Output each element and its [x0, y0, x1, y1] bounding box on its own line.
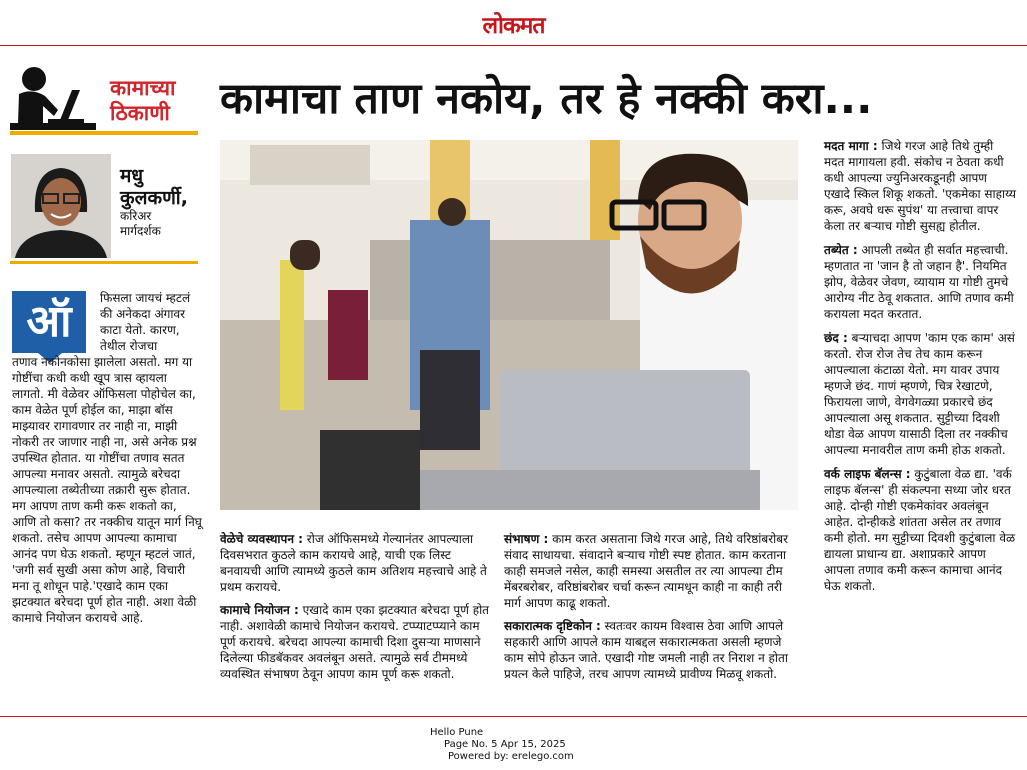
subhead: संभाषण :	[504, 532, 549, 546]
subhead: कामाचे नियोजन :	[220, 603, 299, 617]
edition-name: Hello Pune	[430, 727, 484, 738]
paragraph-communication	[504, 531, 794, 611]
paragraph-work-life-balance	[824, 466, 1016, 594]
drop-cap: ऑ	[12, 291, 86, 353]
bottom-divider	[0, 716, 1027, 717]
office-photo	[220, 140, 798, 510]
top-divider	[0, 45, 1027, 46]
masthead	[0, 0, 1027, 45]
paragraph-positive-attitude	[504, 618, 794, 682]
page-and-date: Page No. 5 Apr 15, 2025	[444, 739, 566, 750]
page-footer	[430, 727, 600, 763]
column-right	[824, 138, 1016, 602]
author-role-line2: मार्गदर्शक	[120, 224, 161, 238]
intro-text-side: फिसला जायचं म्हटलं की अनेकदा अंगावर काटा येतो. कारण, तेथील रोजचा	[100, 291, 191, 353]
person-at-laptop-icon	[10, 66, 96, 136]
paragraph-body: जिथे गरज आहे तिथे तुम्ही मदत मागायला हवी. संकोच न ठेवता कधी कधी आपल्या ज्युनिअरकडूनही आपण एखादे स्किल शिकू शकतो. 'एकमेका साहाय्य करू, अवघे धरू सुपंथ' या तत्त्वाचा वापर केला तर बऱ्याच गोष्टी सुसह्य होतील.	[824, 139, 1017, 233]
section-tag-line2: ठिकाणी	[110, 101, 170, 125]
subhead: छंद :	[824, 331, 848, 345]
paragraph-health	[824, 242, 1016, 322]
section-tag-underline	[10, 131, 198, 135]
subhead: मदत मागा :	[824, 139, 878, 153]
powered-by[interactable]: Powered by: erelego.com	[448, 751, 574, 762]
intro-text: तणाव नकोनकोसा झालेला असतो. मग या गोष्टींचा कधी कधी खूप त्रास व्हायला लागतो. मी वेळेवर ऑफिसला पोहोचेल का, काम वेळेत पूर्ण होईल का, माझा बॉस माझ्यावर रागावणार तर नाही ना, माझी नोकरी तर जाणार नाही ना, असे अनेक प्रश्न उपस्थित होतात. या गोष्टींचा तणाव सतत आपल्या मनावर असतो. त्यामुळे बरेचदा आपल्याला तब्येतीच्या तक्रारी सुरू होतात. मग आपण ताण कमी करू शकतो का, आणि तो कसा? तर नक्कीच यातून मार्ग निघू शकतो. तसेच आपण आपल्या कामाचा आनंद पण घेऊ शकतो. म्हणून म्हटलं जातं, 'जगी सर्व सुखी असा कोण आहे, विचारी मना तू शोधून पाहे.'एखादे काम एका झटक्यात बरेचदा पूर्ण होत नाही. अशा वेळी कामाचे नियोजन करायचे आहे.	[12, 355, 202, 625]
paragraph-work-planning	[220, 602, 490, 682]
column-b	[504, 531, 794, 689]
author-name-line2: कुलकर्णी,	[120, 187, 188, 209]
paragraph-body: बऱ्याचदा आपण 'काम एक काम' असं करतो. रोज रोज तेच तेच काम करून आपल्याला कंटाळा येतो. मग यावर उपाय म्हणजे छंद. गाणं म्हणणे, चित्र रेखाटणे, फिरायला जाणे, वेगवेगळ्या प्रकारचे छंद आपल्याला असू शकतात. सुट्टीच्या दिवशी थोडा वेळ आपण यासाठी दिला तर नक्कीच आपल्या मनावरील ताण कमी होऊ शकतो.	[824, 331, 1015, 457]
subhead: वेळेचे व्यवस्थापन :	[220, 532, 303, 546]
author-name-line1: मधु	[120, 165, 144, 187]
subhead: तब्येत :	[824, 243, 858, 257]
paragraph-body: काम करत असताना जिथे गरज आहे, तिथे वरिष्ठांबरोबर संवाद साधायचा. संवादाने बऱ्याच गोष्टी स्पष्ट होतात. काम करताना काही समजले नसेल, काही समस्या असतील तर त्या आपल्या टीम मेंबरबरोबर, वरिष्ठांबरोबर चर्चा करून त्यामधून काही ना काही तरी मार्ग आपण काढू शकतो.	[504, 532, 789, 610]
author-underline	[10, 261, 198, 264]
paragraph-body: रोज ऑफिसमध्ये गेल्यानंतर आपल्याला दिवसभरात कुठले काम करायचे आहे, याची एक लिस्ट बनवायची आणि त्यामध्ये कुठले काम अतिशय महत्त्वाचे आहे ते प्रथम करायचे.	[220, 532, 487, 594]
paragraph-body: आपली तब्येत ही सर्वात महत्त्वाची. म्हणतात ना 'जान है तो जहान है'. नियमित झोप, वेळेवर जेवण, व्यायाम या गोष्टी तुमचे आरोग्य नीट ठेवू शकतात. आणि तणाव कमी करायला मदत करतात.	[824, 243, 1014, 321]
lokmat-logo[interactable]: लोकमत	[482, 12, 545, 39]
paragraph-body: एखादे काम एका झटक्यात बरेचदा पूर्ण होत नाही. अशावेळी कामाचे नियोजन करायचे. टप्प्याटप्प्याने काम पूर्ण करायचे. बरेचदा आपल्या कामाची दिशा दुसऱ्या माणसाने दिलेल्या फीडबॅकवर अवलंबून असते. त्यामुळे सर्व टीममध्ये व्यवस्थित संभाषण ठेवून आपण काम पूर्ण करू शकतो.	[220, 603, 490, 681]
author-name	[120, 165, 188, 209]
column-a	[220, 531, 490, 689]
author-photo	[11, 154, 111, 258]
section-tag	[110, 76, 176, 126]
subhead: वर्क लाइफ बॅलन्स :	[824, 467, 911, 481]
section-tag-line1: कामाच्या	[110, 76, 176, 100]
paragraph-ask-help	[824, 138, 1016, 234]
subhead: सकारात्मक दृष्टिकोन :	[504, 619, 601, 633]
paragraph-hobby	[824, 330, 1016, 458]
author-role	[120, 209, 161, 239]
paragraph-body: स्वतःवर कायम विश्वास ठेवा आणि आपले सहकारी आणि आपले काम याबद्दल सकारात्मकता असली म्हणजे काम सोपे होऊन जाते. एखादी गोष्ट जमली नाही तर निराश न होता प्रयत्न केले पाहिजे, तरच आपण त्यामध्ये प्रावीण्य मिळवू शकतो.	[504, 619, 788, 681]
headline: कामाचा ताण नकोय, तर हे नक्की करा...	[220, 74, 873, 124]
paragraph-body: कुटुंबाला वेळ द्या. 'वर्क लाइफ बॅलन्स' ही संकल्पना सध्या जोर धरत आहे. दोन्ही गोष्टी एकमेकांवर अवलंबून आहेत. दोन्हीकडे शांतता असेल तर तणाव कमी होतो. मग सुट्टीच्या दिवशी कुटुंबाला वेळ द्यायला प्राधान्य द्या. अशाप्रकारे आपण आपला तणाव कमी करून कामाचा आनंद घेऊ शकतो.	[824, 467, 1016, 593]
paragraph-time-management	[220, 531, 490, 595]
author-role-line1: करिअर	[120, 209, 152, 223]
